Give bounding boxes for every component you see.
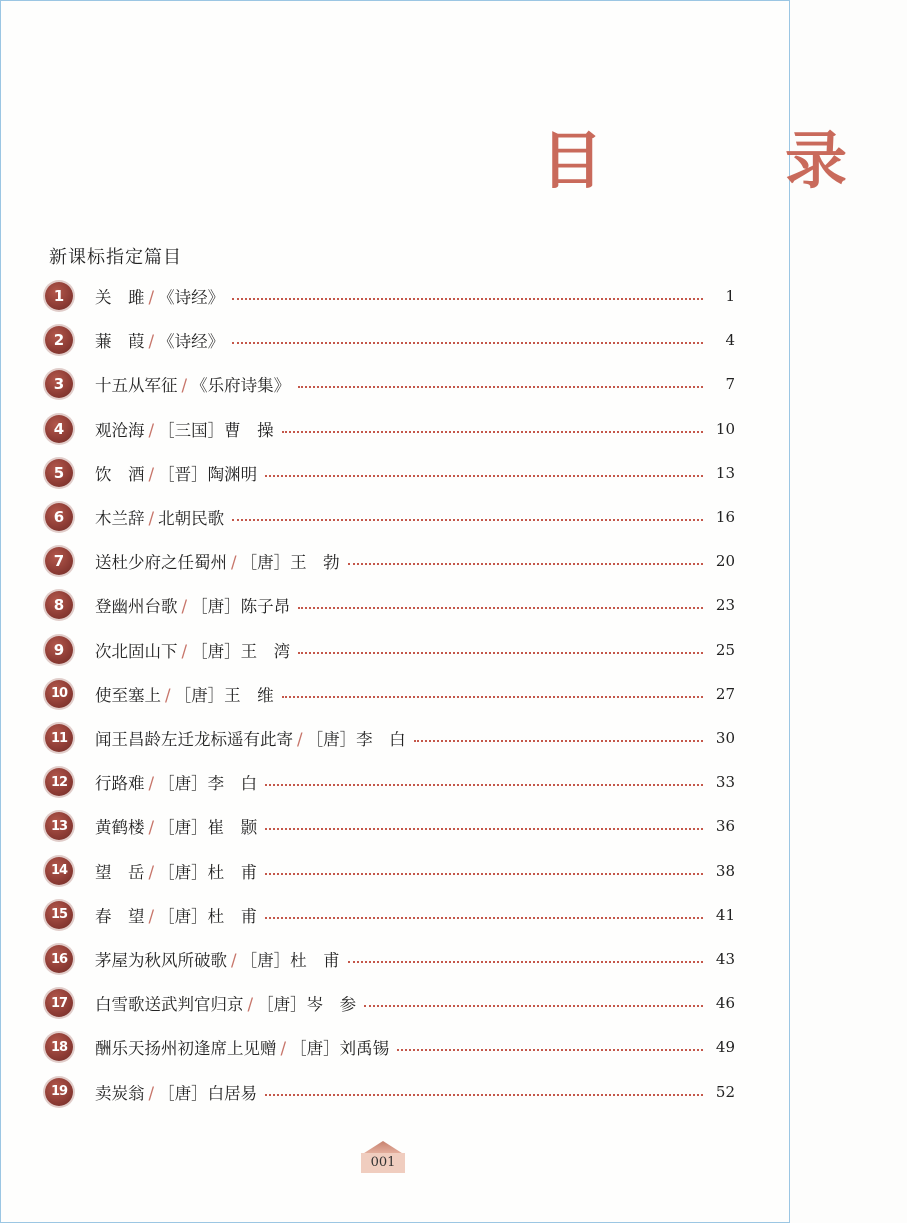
entry-author: ［唐］杜 甫 <box>240 951 340 970</box>
entry-number-badge: 5 <box>45 459 73 487</box>
dotted-leader <box>265 873 703 875</box>
entry-author: ［唐］李 白 <box>306 730 406 749</box>
separator-slash: / <box>148 818 155 838</box>
separator-slash: / <box>148 774 155 794</box>
dotted-leader <box>298 607 703 609</box>
entry-text <box>95 770 257 794</box>
dotted-leader <box>348 961 703 963</box>
entry-number-badge: 9 <box>45 636 73 664</box>
dotted-leader <box>265 475 703 477</box>
entry-text <box>95 461 257 485</box>
entry-title: 蒹 葭 <box>95 332 145 352</box>
toc-entry[interactable] <box>45 1032 735 1062</box>
entry-title: 登幽州台歌 <box>95 597 178 617</box>
entry-text <box>95 549 340 573</box>
separator-slash: / <box>165 685 171 705</box>
separator-slash: / <box>148 509 155 528</box>
entry-author: ［唐］王 勃 <box>240 553 340 573</box>
entry-page-number: 52 <box>715 1082 735 1101</box>
dotted-leader <box>282 696 703 698</box>
entry-number-badge: 6 <box>45 503 73 531</box>
entry-text <box>95 284 224 308</box>
dotted-leader <box>414 740 703 742</box>
entry-text <box>95 505 224 529</box>
entry-page-number: 7 <box>725 375 735 394</box>
entry-title: 卖炭翁 <box>95 1083 145 1103</box>
dotted-leader <box>298 652 703 654</box>
entry-number-badge: 4 <box>45 415 73 443</box>
dotted-leader <box>364 1005 703 1007</box>
entry-page-number: 10 <box>715 419 735 438</box>
toc-entry[interactable] <box>45 900 735 930</box>
separator-slash: / <box>148 464 155 484</box>
toc-entry[interactable] <box>45 988 735 1018</box>
toc-entry[interactable] <box>45 325 735 355</box>
entry-number-badge: 15 <box>45 901 73 929</box>
entry-author: ［唐］李 白 <box>158 774 258 794</box>
entry-author: ［唐］王 维 <box>174 685 274 705</box>
entry-page-number: 25 <box>715 640 735 659</box>
entry-text <box>95 372 290 396</box>
entry-title: 观沧海 <box>95 420 145 440</box>
dotted-leader <box>232 342 703 344</box>
entry-number-badge: 11 <box>45 724 73 752</box>
toc-entry[interactable] <box>45 944 735 974</box>
separator-slash: / <box>148 420 155 440</box>
entry-title: 酬乐天扬州初逢席上见赠 <box>95 1039 277 1059</box>
entry-author: 北朝民歌 <box>158 509 225 528</box>
entry-text <box>95 638 290 662</box>
entry-author: ［唐］陈子昂 <box>191 597 291 617</box>
separator-slash: / <box>247 995 254 1015</box>
entry-title: 行路难 <box>95 774 145 794</box>
entry-page-number: 38 <box>715 861 735 880</box>
entry-title: 次北固山下 <box>95 641 178 661</box>
entry-title: 送杜少府之任蜀州 <box>95 553 227 573</box>
dotted-leader <box>265 1094 703 1096</box>
dotted-leader <box>282 431 703 433</box>
entry-author: ［唐］刘禹锡 <box>290 1039 390 1059</box>
entry-number-badge: 18 <box>45 1033 73 1061</box>
entry-author: 《乐府诗集》 <box>191 376 291 396</box>
section-heading: 新课标指定篇目 <box>49 247 182 268</box>
entry-page-number: 20 <box>715 552 735 571</box>
entry-title: 木兰辞 <box>95 509 145 528</box>
entry-page-number: 1 <box>725 287 735 305</box>
entry-number-badge: 10 <box>45 680 73 708</box>
entry-author: ［唐］杜 甫 <box>158 906 258 926</box>
entry-author: ［晋］陶渊明 <box>158 464 258 484</box>
entry-author: 《诗经》 <box>158 332 225 352</box>
separator-slash: / <box>181 376 188 396</box>
entry-page-number: 43 <box>715 950 735 968</box>
entry-title: 茅屋为秋风所破歌 <box>95 951 227 970</box>
separator-slash: / <box>297 730 303 749</box>
separator-slash: / <box>181 641 188 661</box>
entry-title: 望 岳 <box>95 862 145 882</box>
entry-text <box>95 726 406 750</box>
entry-text <box>95 947 340 971</box>
entry-text <box>95 903 257 927</box>
entry-text <box>95 1035 389 1059</box>
entry-title: 饮 酒 <box>95 464 145 484</box>
entry-author: ［唐］杜 甫 <box>158 862 258 882</box>
entry-title: 黄鹤楼 <box>95 818 145 838</box>
entry-title: 闻王昌龄左迁龙标遥有此寄 <box>95 730 293 749</box>
dotted-leader <box>265 828 703 830</box>
entry-page-number: 46 <box>715 994 735 1013</box>
entry-page-number: 27 <box>715 684 735 703</box>
entry-number-badge: 2 <box>45 326 73 354</box>
entry-title: 春 望 <box>95 906 145 926</box>
entry-title: 白雪歌送武判官归京 <box>95 995 244 1015</box>
toc-entry[interactable] <box>45 635 735 665</box>
dotted-leader <box>348 563 703 565</box>
toc-entry[interactable] <box>45 590 735 620</box>
entry-number-badge: 12 <box>45 768 73 796</box>
entry-page-number: 23 <box>715 596 735 615</box>
separator-slash: / <box>280 1039 287 1059</box>
toc-entry[interactable] <box>45 414 735 444</box>
entry-author: ［唐］崔 颢 <box>158 818 258 838</box>
separator-slash: / <box>231 553 237 573</box>
entry-number-badge: 17 <box>45 989 73 1017</box>
toc-entry[interactable] <box>45 369 735 399</box>
separator-slash: / <box>148 906 155 926</box>
toc-entry[interactable] <box>45 546 735 576</box>
toc-entry[interactable] <box>45 723 735 753</box>
entry-author: ［三国］曹 操 <box>158 420 274 440</box>
entry-author: 《诗经》 <box>158 288 225 307</box>
dotted-leader <box>232 519 703 521</box>
entry-page-number: 33 <box>715 773 735 792</box>
entry-number-badge: 3 <box>45 370 73 398</box>
entry-page-number: 30 <box>715 729 735 747</box>
dotted-leader <box>298 386 703 388</box>
entry-title: 使至塞上 <box>95 685 161 705</box>
entry-text <box>95 814 257 838</box>
entry-number-badge: 16 <box>45 945 73 973</box>
entry-author: ［唐］岑 参 <box>257 995 357 1015</box>
entry-text <box>95 859 257 883</box>
entry-number-badge: 1 <box>45 282 73 310</box>
entry-title: 关 雎 <box>95 288 145 307</box>
entry-title: 十五从军征 <box>95 376 178 396</box>
separator-slash: / <box>181 597 188 617</box>
toc-entry[interactable] <box>45 767 735 797</box>
dotted-leader <box>265 917 703 919</box>
page-number-tab <box>361 1141 405 1171</box>
toc-entry[interactable] <box>45 281 735 311</box>
separator-slash: / <box>148 332 155 352</box>
entry-page-number: 13 <box>715 463 735 482</box>
entry-author: ［唐］白居易 <box>158 1083 258 1103</box>
entry-number-badge: 13 <box>45 812 73 840</box>
entry-number-badge: 14 <box>45 857 73 885</box>
entry-page-number: 16 <box>715 508 735 526</box>
entry-page-number: 49 <box>715 1038 735 1057</box>
entry-text <box>95 328 224 352</box>
page-title: 目 录 <box>541 124 907 197</box>
entry-page-number: 36 <box>715 817 735 836</box>
toc-entry[interactable] <box>45 1077 735 1107</box>
entry-text <box>95 682 274 706</box>
entry-page-number: 41 <box>715 905 735 924</box>
toc-entry[interactable] <box>45 856 735 886</box>
toc-entry[interactable] <box>45 458 735 488</box>
page-number: 001 <box>361 1153 405 1173</box>
toc-entry[interactable] <box>45 679 735 709</box>
toc-entry[interactable] <box>45 811 735 841</box>
dotted-leader <box>232 298 703 300</box>
separator-slash: / <box>148 1083 155 1103</box>
entry-author: ［唐］王 湾 <box>191 641 291 661</box>
entry-text <box>95 417 274 441</box>
entry-text <box>95 593 290 617</box>
entry-number-badge: 7 <box>45 547 73 575</box>
toc-entry[interactable] <box>45 502 735 532</box>
dotted-leader <box>265 784 703 786</box>
entry-number-badge: 8 <box>45 591 73 619</box>
entry-text <box>95 1080 257 1104</box>
entry-text <box>95 991 356 1015</box>
separator-slash: / <box>148 862 155 882</box>
dotted-leader <box>397 1049 703 1051</box>
entry-number-badge: 19 <box>45 1078 73 1106</box>
separator-slash: / <box>148 288 155 307</box>
separator-slash: / <box>231 951 237 970</box>
entry-page-number: 4 <box>725 331 735 350</box>
